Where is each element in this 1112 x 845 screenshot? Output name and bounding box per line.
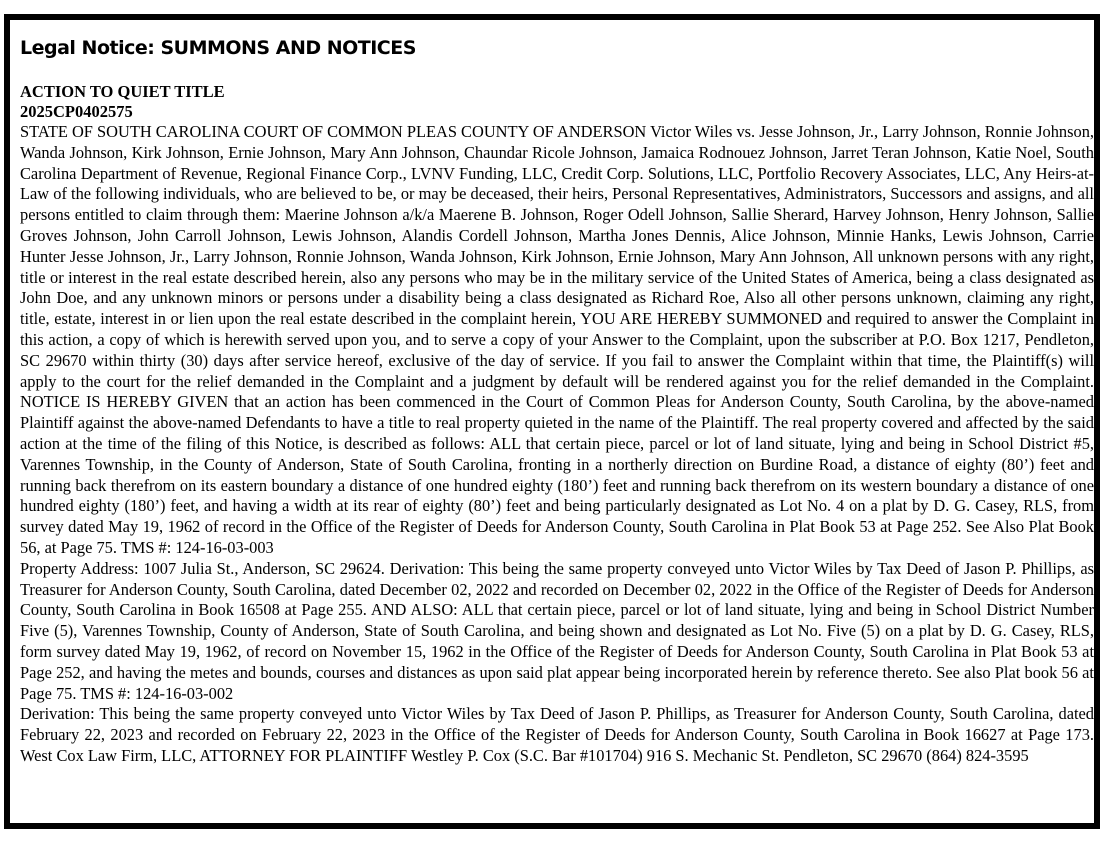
notice-heading: Legal Notice: SUMMONS AND NOTICES <box>20 37 416 59</box>
notice-paragraph-summons: STATE OF SOUTH CAROLINA COURT OF COMMON PLEAS COUNTY OF ANDERSON Victor Wiles vs. Jesse Johnson, Jr., Larry Johnson, Ronnie Johnson, Wanda Johnson, Kirk Johnson, Ernie Johnson, Mary Ann Johnson, Chaundar Ricole Johnson, Jamaica Rodnouez Johnson, Jarret Teran Johnson, Katie Noel, South Carolina Department of Revenue, Regional Finance Corp., LVNV Funding, LLC, Credit Corp. Solutions, LLC, Portfolio Recovery Associates, LLC, Any Heirs-at-Law of the following individuals, who are believed to be, or may be deceased, their heirs, Personal Representatives, Administrators, Successors and assigns, and all persons entitled to claim through them: Maerine Johnson a/k/a Maerene B. Johnson, Roger Odell Johnson, Sallie Sherard, Harvey Johnson, Henry Johnson, Sallie Groves Johnson, John Carroll Johnson, Lewis Johnson, Alandis Cordell Johnson, Martha Jones Dennis, Alice Johnson, Minnie Hanks, Lewis Johnson, Carrie Hunter Jesse Johnson, Jr., Larry Johnson, Ronnie Johnson, Wanda Johnson, Kirk Johnson, Ernie Johnson, Mary Ann Johnson, All unknown persons with any right, title or interest in the real estate described herein, also any persons who may be in the military service of the United States of America, being a class designated as John Doe, and any unknown minors or persons under a disability being a class designated as Richard Roe, Also all other persons unknown, claiming any right, title, estate, interest in or lien upon the real estate described in the complaint herein, YOU ARE HEREBY SUMMONED and required to answer the Complaint in this action, a copy of which is herewith served upon you, and to serve a copy of your Answer to the Complaint, upon the subscriber at P.O. Box 1217, Pendleton, SC 29670 within thirty (30) days after service hereof, exclusive of the day of service. If you fail to answer the Complaint within that time, the Plaintiff(s) will apply to the court for the relief demanded in the Complaint and a judgment by default will be rendered against you for the relief demanded in the Complaint. NOTICE IS HEREBY GIVEN that an action has been commenced in the Court of Common Pleas for Anderson County, South Carolina, by the above-named Plaintiff against the above-named Defendants to have a title to real property quieted in the name of the Plaintiff. The real property covered and affected by the said action at the time of the filing of this Notice, is described as follows: ALL that certain piece, parcel or lot of land situate, lying and being in School District #5, Varennes Township, in the County of Anderson, State of South Carolina, fronting in a northerly direction on Burdine Road, a distance of eighty (80’) feet and running back therefrom on its eastern boundary a distance of one hundred eighty (180’) feet and running back therefrom on its western boundary a distance of one hundred eighty (180’) feet, and having a width at its rear of eighty (80’) feet and being particularly designated as Lot No. 4 on a plat by D. G. Casey, RLS, from survey dated May 19, 1962 of record in the Office of the Register of Deeds for Anderson County, South Carolina in Plat Book 53 at Page 252. See Also Plat Book 56, at Page 75. TMS #: 124-16-03-003 <box>20 122 1094 557</box>
notice-content <box>20 82 1094 767</box>
case-number: 2025CP0402575 <box>20 102 133 121</box>
legal-notice-box <box>4 14 1100 829</box>
notice-paragraph-derivation: Derivation: This being the same property conveyed unto Victor Wiles by Tax Deed of Jason P. Phillips, as Treasurer for Anderson County, South Carolina, dated February 22, 2023 and recorded on February 22, 2023 in the Office of the Register of Deeds for Anderson County, South Carolina in Book 16627 at Page 173. West Cox Law Firm, LLC, ATTORNEY FOR PLAINTIFF Westley P. Cox (S.C. Bar #101704) 916 S. Mechanic St. Pendleton, SC 29670 (864) 824-3595 <box>20 704 1094 765</box>
notice-paragraph-property: Property Address: 1007 Julia St., Anderson, SC 29624. Derivation: This being the same property conveyed unto Victor Wiles by Tax Deed of Jason P. Phillips, as Treasurer for Anderson County, South Carolina, dated December 02, 2022 and recorded on December 02, 2022 in the Office of the Register of Deeds for Anderson County, South Carolina in Book 16508 at Page 255. AND ALSO: ALL that certain piece, parcel or lot of land situate, lying and being in School District Number Five (5), Varennes Township, County of Anderson, State of South Carolina, and being shown and designated as Lot No. Five (5) on a plat by D. G. Casey, RLS, form survey dated May 19, 1962, of record on November 15, 1962 in the Office of the Register of Deeds for Anderson County, South Carolina in Plat Book 53 at Page 252, and having the metes and bounds, courses and distances as upon said plat appear being incorporated herein by reference thereto. See also Plat book 56 at Page 75. TMS #: 124-16-03-002 <box>20 558 1094 703</box>
notice-title: ACTION TO QUIET TITLE <box>20 82 225 101</box>
